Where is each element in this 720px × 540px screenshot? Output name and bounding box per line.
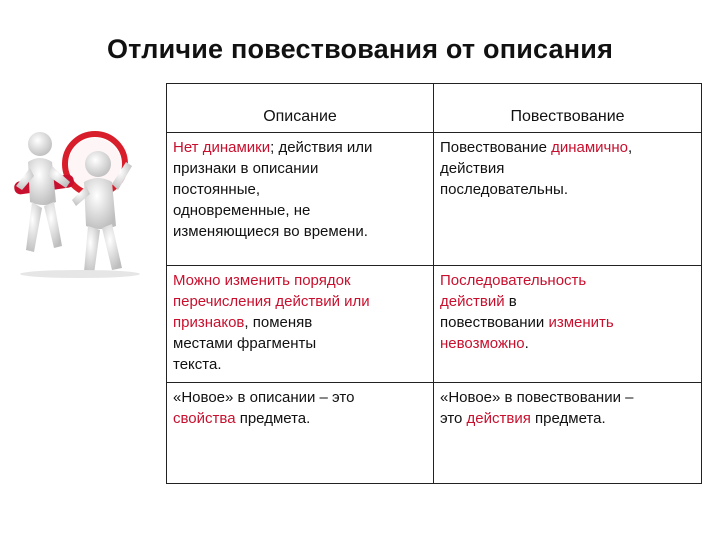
cell-text-segment: . — [524, 335, 529, 352]
header-description: Описание — [167, 84, 434, 133]
table-row — [167, 266, 702, 383]
cell-narration — [434, 266, 702, 383]
cell-narration — [434, 383, 702, 484]
cell-description — [167, 133, 434, 266]
table-row — [167, 133, 702, 266]
highlighted-text: динамично — [551, 139, 628, 156]
highlighted-text: изменить невозможно — [440, 314, 614, 352]
cell-text-segment: Повествование — [440, 139, 552, 156]
cell-text-segment: «Новое» в описании – это — [173, 389, 355, 406]
slide-title: Отличие повествования от описания — [106, 34, 614, 64]
cell-description — [167, 383, 434, 484]
cell-text-segment: предмета. — [235, 410, 311, 427]
people-with-magnifier-icon — [0, 122, 158, 278]
cell-text-segment: , действия последовательны. — [440, 139, 633, 198]
highlighted-text: действия — [466, 410, 531, 427]
comparison-table — [166, 83, 702, 484]
cell-description — [167, 266, 434, 383]
highlighted-text: Нет динамики — [173, 139, 271, 156]
highlighted-text: признаков — [173, 314, 245, 331]
table-row — [167, 383, 702, 484]
header-narration: Повествование — [434, 84, 702, 133]
highlighted-text: Последовательность действий — [440, 272, 587, 310]
cell-text-segment: ; действия или признаки в описании постоянные, одновременные, не изменяющиеся во времени. — [173, 139, 373, 240]
cell-text-segment: , поменяв местами фрагменты текста. — [173, 314, 317, 373]
cell-text-segment: в повествовании — [440, 293, 545, 331]
highlighted-text: свойства — [173, 410, 236, 427]
table-header-row — [167, 84, 702, 133]
cell-text-segment: предмета. — [530, 410, 606, 427]
cell-text-segment: «Новое» в повествовании – это — [440, 389, 634, 427]
cell-narration — [434, 133, 702, 266]
highlighted-text: Можно изменить порядок перечисления действий или — [173, 272, 370, 310]
